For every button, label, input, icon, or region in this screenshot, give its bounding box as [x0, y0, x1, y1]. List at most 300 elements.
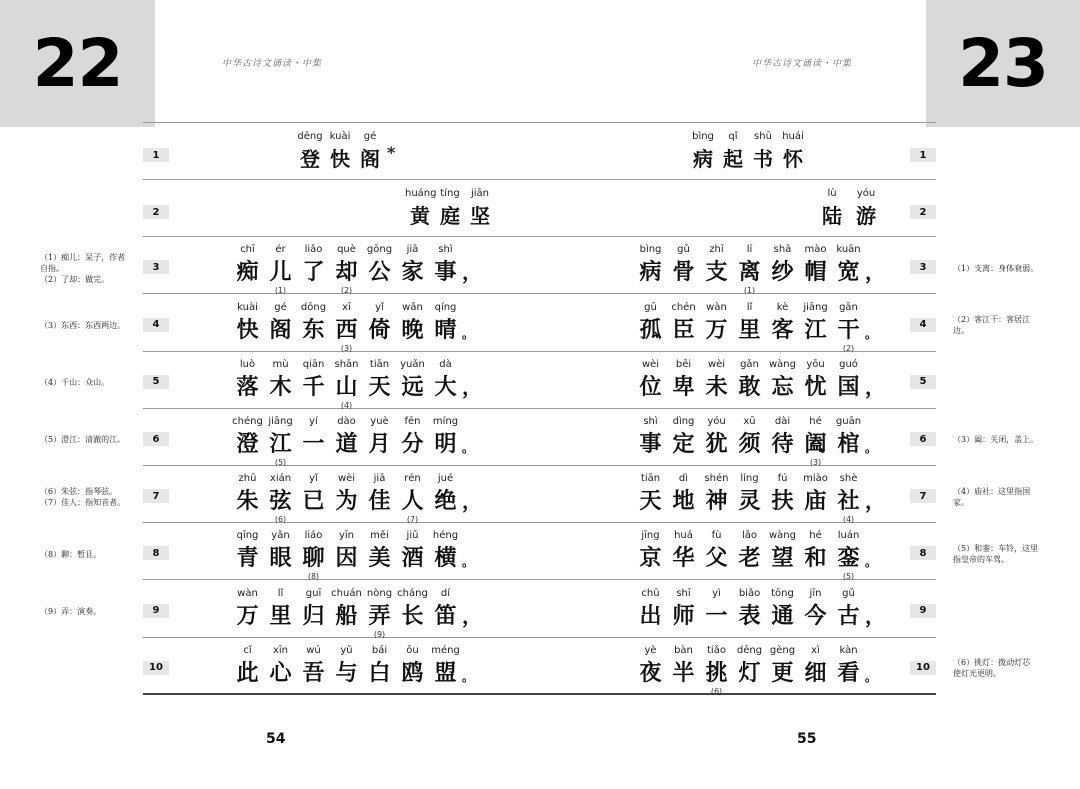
pinyin: mù [272, 358, 289, 370]
hanzi: 已 [302, 488, 325, 515]
hanzi: 人 [401, 488, 424, 515]
hanzi: 书 [753, 147, 773, 171]
row-number-right: 3 [910, 260, 936, 274]
punctuation-mark: ， [865, 374, 885, 399]
hanzi: 鸥 [401, 659, 424, 686]
char-cell [330, 471, 363, 515]
pinyin-spacer [462, 471, 480, 487]
hanzi: 阁 [360, 147, 380, 171]
poem-title-left [295, 129, 395, 173]
footnote-line: （3）东西：东西两边。 [40, 320, 126, 330]
pinyin: cǐ [243, 644, 252, 656]
char-cell [766, 471, 799, 515]
char-cell [799, 357, 832, 401]
pinyin: jiāng [803, 301, 828, 313]
punctuation [462, 471, 480, 515]
hanzi: 更 [771, 659, 794, 686]
pinyin: tiān [640, 473, 661, 485]
hanzi: 庙 [804, 488, 827, 515]
pinyin: nòng [366, 587, 393, 599]
pinyin: jīng [641, 530, 660, 542]
char-cell [264, 586, 297, 630]
hanzi: 青 [236, 545, 259, 572]
char-cell [429, 300, 462, 344]
row-number-right: 7 [910, 489, 936, 503]
char-cell [396, 242, 429, 286]
char-cell [297, 300, 330, 344]
pinyin: xī [342, 301, 351, 313]
punctuation-mark: ， [462, 489, 482, 514]
char-cell [733, 643, 766, 687]
char-cell [799, 414, 832, 467]
char-cell [355, 129, 385, 173]
note-marker: (5) [274, 458, 287, 467]
hanzi: 江 [804, 316, 827, 343]
pinyin: hé [809, 416, 822, 427]
table-row [143, 523, 936, 580]
hanzi: 扶 [771, 488, 794, 515]
punctuation [865, 414, 883, 458]
page-number-left: 54 [266, 731, 286, 747]
char-cell [363, 586, 396, 639]
verse-line-right [634, 242, 885, 296]
pinyin: yǔ [340, 644, 353, 656]
running-head-left: 中华古诗文诵读・中集 [222, 59, 323, 69]
char-cell [815, 186, 849, 230]
hanzi: 怀 [783, 147, 803, 171]
hanzi: 父 [705, 545, 728, 572]
char-cell [849, 186, 883, 230]
char-cell [832, 242, 865, 286]
char-cell [766, 242, 799, 286]
pinyin: shān [334, 358, 359, 370]
hanzi: 公 [368, 259, 391, 286]
char-cell [396, 300, 429, 344]
pinyin: wèi [641, 358, 660, 370]
row-number-right: 10 [910, 661, 936, 675]
verse-line-left [231, 643, 480, 687]
punctuation [462, 242, 480, 286]
char-cell [330, 586, 363, 630]
pinyin: zhū [238, 473, 257, 485]
pinyin: gǔ [677, 244, 690, 256]
footnote-line: （5）和銮：车铃，这里 [953, 544, 1039, 553]
char-cell [799, 242, 832, 286]
pinyin: ér [275, 244, 286, 256]
row-number-left: 9 [143, 604, 169, 618]
row-number-right: 2 [910, 205, 936, 219]
footnote-line: （8）聊：暂且。 [40, 549, 102, 559]
footnote-line: （4）千山：众山。 [40, 377, 110, 387]
hanzi: 倚 [368, 316, 391, 343]
punctuation-mark: 。 [462, 555, 475, 570]
hanzi: 夜 [639, 659, 662, 686]
pinyin: luò [239, 358, 256, 370]
pinyin: wàn [237, 587, 258, 599]
pinyin: chéng [232, 416, 263, 427]
char-cell [832, 471, 865, 525]
hanzi: 道 [335, 431, 358, 457]
hanzi: 挑 [705, 659, 728, 686]
char-cell [700, 414, 733, 458]
verse-line-right [634, 300, 883, 353]
pinyin: luán [837, 530, 860, 542]
char-cell [297, 357, 330, 401]
pinyin-spacer [462, 586, 480, 602]
char-cell [766, 528, 799, 572]
hanzi: 酒 [401, 545, 424, 572]
table-row [143, 237, 936, 294]
hanzi: 痴 [236, 259, 259, 286]
pinyin: tiǎo [707, 644, 726, 656]
pinyin-spacer [865, 643, 883, 659]
row-number-left: 6 [143, 432, 169, 446]
footnote-line: （1）支离：身体衰弱。 [953, 263, 1039, 273]
pinyin: yì [712, 587, 721, 599]
footnote-line: （9）弄：演奏。 [40, 606, 102, 616]
pinyin: yóu [707, 416, 726, 427]
hanzi: 棺 [837, 431, 860, 457]
hanzi: 帽 [804, 259, 827, 286]
hanzi: 社 [837, 488, 860, 515]
footnote-line: 使灯光更明。 [953, 669, 1001, 679]
hanzi: 西 [335, 316, 358, 343]
row-number-right: 4 [910, 318, 936, 332]
pinyin: bái [371, 644, 388, 656]
pinyin: yǐ [375, 301, 384, 313]
char-cell [667, 643, 700, 687]
verse-line-left [231, 414, 480, 467]
note-marker: (5) [842, 572, 855, 582]
pinyin: qīng [236, 530, 259, 542]
char-cell [634, 528, 667, 572]
pinyin: jiā [373, 473, 386, 485]
char-cell [396, 586, 429, 630]
pinyin-spacer [865, 528, 883, 544]
hanzi: 大 [434, 373, 457, 400]
row-number-left: 1 [143, 148, 169, 162]
hanzi: 万 [236, 602, 259, 629]
char-cell [363, 471, 396, 515]
running-head-right: 中华古诗文诵读・中集 [752, 59, 853, 69]
footnote [953, 314, 1053, 336]
row-number-left: 2 [143, 205, 169, 219]
punctuation-mark: 。 [865, 441, 878, 455]
hanzi: 吾 [302, 659, 325, 686]
char-cell [297, 586, 330, 630]
row-number-left: 7 [143, 489, 169, 503]
note-marker: (6) [710, 686, 723, 696]
pinyin: dài [774, 416, 791, 427]
hanzi: 长 [401, 602, 424, 629]
char-cell [363, 242, 396, 286]
hanzi: 归 [302, 602, 325, 629]
char-cell [396, 357, 429, 401]
pinyin: dì [678, 473, 689, 485]
hanzi: 忘 [771, 373, 794, 400]
char-cell [634, 643, 667, 687]
char-cell [264, 414, 297, 467]
char-cell [733, 471, 766, 515]
footnote-line: 指皇帝的车驾。 [953, 555, 1009, 564]
char-cell [264, 242, 297, 296]
pinyin: kuài [237, 301, 258, 313]
hanzi: 里 [269, 602, 292, 629]
pinyin: wàn [706, 301, 727, 313]
hanzi: 庭 [440, 204, 460, 229]
table-row [143, 123, 936, 180]
pinyin: chī [240, 244, 255, 256]
hanzi: 船 [335, 602, 358, 629]
char-cell [667, 242, 700, 286]
pinyin: yí [309, 416, 318, 427]
hanzi: 銮 [837, 545, 860, 572]
hanzi: 木 [269, 373, 292, 400]
hanzi: 盟 [434, 659, 457, 686]
hanzi: 臣 [672, 316, 695, 343]
hanzi: 犹 [705, 431, 728, 457]
footnote-line: （2）客江干：客居江 [953, 315, 1031, 325]
pinyin-spacer [865, 357, 883, 373]
footnote-line: 自指。 [40, 263, 64, 273]
hanzi: 事 [434, 259, 457, 286]
char-cell [297, 471, 330, 515]
table-row [143, 466, 936, 523]
char-cell [297, 242, 330, 286]
char-cell [748, 129, 778, 173]
punctuation [865, 300, 883, 344]
hanzi: 万 [705, 316, 728, 343]
char-cell [667, 414, 700, 458]
pinyin-spacer [865, 300, 883, 316]
pinyin: fēn [404, 416, 421, 427]
hanzi: 灯 [738, 659, 761, 686]
pinyin: tiān [369, 358, 390, 370]
title-asterisk: * [387, 143, 396, 162]
hanzi: 出 [639, 602, 662, 629]
pinyin: shā [773, 244, 792, 256]
char-cell [634, 242, 667, 286]
row-number-left: 5 [143, 375, 169, 389]
char-cell [634, 414, 667, 458]
note-marker: (4) [842, 515, 855, 525]
note-marker: (7) [406, 515, 419, 525]
hanzi: 望 [771, 545, 794, 572]
char-cell [330, 643, 363, 687]
pinyin: mào [804, 244, 827, 256]
pinyin: hé [809, 530, 822, 542]
hanzi: 卑 [672, 373, 695, 400]
pinyin: dēng [736, 644, 763, 656]
verse-line-left [231, 242, 482, 296]
pinyin: qiān [302, 358, 325, 370]
hanzi: 灵 [738, 488, 761, 515]
char-cell [231, 242, 264, 286]
char-cell [297, 414, 330, 458]
table-row [143, 295, 936, 352]
pinyin: lí [746, 244, 753, 256]
hanzi: 落 [236, 373, 259, 400]
pinyin: gǎn [740, 358, 759, 370]
char-cell [429, 242, 462, 286]
hanzi: 客 [771, 316, 794, 343]
note-marker: (4) [340, 400, 353, 410]
pinyin: jiāng [268, 416, 293, 427]
pinyin: jiǔ [406, 530, 419, 542]
hanzi: 东 [302, 316, 325, 343]
pinyin: gèng [769, 644, 796, 656]
punctuation [462, 643, 480, 687]
row-number-left: 10 [143, 661, 169, 675]
punctuation-mark: ， [865, 603, 885, 628]
pinyin: bìng [692, 131, 714, 142]
page-number-right: 55 [797, 731, 817, 747]
pinyin: shī [676, 587, 691, 599]
hanzi: 月 [368, 431, 391, 457]
verse-line-right [634, 357, 883, 401]
char-cell [700, 643, 733, 696]
pinyin: yóu [856, 188, 876, 200]
hanzi: 黄 [410, 204, 430, 229]
pinyin-spacer [462, 643, 480, 659]
pinyin: kuān [836, 244, 861, 256]
char-cell [667, 357, 700, 401]
pinyin-spacer [865, 414, 883, 430]
pinyin: shū [754, 131, 772, 142]
row-number-right: 8 [910, 546, 936, 560]
verse-line-right [634, 643, 883, 696]
char-cell [396, 528, 429, 572]
pinyin: xì [811, 644, 820, 656]
footnote-line: （7）佳人：指知音者。 [40, 497, 126, 507]
char-cell [231, 414, 264, 458]
pinyin: xián [269, 473, 292, 485]
char-cell [429, 471, 462, 515]
hanzi: 细 [804, 659, 827, 686]
hanzi: 千 [302, 373, 325, 400]
pinyin: chū [641, 587, 660, 599]
pinyin: tōng [771, 587, 794, 599]
hanzi: 病 [639, 259, 662, 286]
pinyin: wèi [707, 358, 726, 370]
hanzi: 忧 [804, 373, 827, 400]
pinyin: yīn [338, 530, 355, 542]
hanzi: 此 [236, 659, 259, 686]
char-cell [295, 129, 325, 173]
pinyin: liǎo [304, 244, 323, 256]
hanzi: 须 [738, 431, 761, 457]
hanzi: 天 [368, 373, 391, 400]
char-cell [733, 414, 766, 458]
hanzi: 快 [236, 316, 259, 343]
hanzi: 分 [401, 431, 424, 457]
footnote-line: （6）挑灯：拨动灯芯 [953, 658, 1031, 668]
pinyin: yǐ [309, 473, 318, 485]
hanzi: 家 [401, 259, 424, 286]
char-cell [733, 357, 766, 401]
hanzi: 江 [269, 431, 292, 457]
pinyin: dìng [672, 416, 695, 427]
pinyin: gǔ [842, 587, 855, 599]
footnote [953, 657, 1053, 679]
note-marker: (3) [809, 458, 822, 467]
pinyin: guī [305, 587, 322, 599]
char-cell [634, 357, 667, 401]
hanzi: 眼 [269, 545, 292, 572]
verse-line-right [634, 471, 885, 525]
pinyin: bìng [639, 244, 662, 256]
pinyin: shì [643, 416, 658, 427]
hanzi: 儿 [269, 259, 292, 286]
hanzi: 绝 [434, 488, 457, 515]
hanzi: 事 [639, 431, 662, 457]
pinyin: shì [438, 244, 453, 256]
poem-author-left [405, 186, 495, 230]
char-cell [799, 643, 832, 687]
hanzi: 今 [804, 602, 827, 629]
char-cell [667, 471, 700, 515]
char-cell [667, 300, 700, 344]
hanzi: 因 [335, 545, 358, 572]
chapter-number-left [0, 0, 155, 127]
hanzi: 定 [672, 431, 695, 457]
pinyin: wú [306, 644, 321, 656]
char-cell [718, 129, 748, 173]
pinyin-spacer [462, 242, 480, 258]
punctuation-mark: ， [462, 603, 482, 628]
char-cell [264, 300, 297, 344]
pinyin-spacer [865, 586, 883, 602]
hanzi: 老 [738, 545, 761, 572]
pinyin: líng [740, 473, 759, 485]
punctuation [865, 471, 883, 515]
pinyin: cháng [397, 587, 428, 599]
pinyin: liáo [304, 530, 323, 542]
pinyin: miào [803, 473, 828, 485]
row-number-left: 3 [143, 260, 169, 274]
char-cell [231, 528, 264, 572]
hanzi: 待 [771, 431, 794, 457]
punctuation-mark: ， [462, 260, 482, 285]
hanzi: 国 [837, 373, 860, 400]
char-cell [634, 300, 667, 344]
hanzi: 半 [672, 659, 695, 686]
pinyin: zhī [709, 244, 724, 256]
hanzi: 京 [639, 545, 662, 572]
table-row [143, 409, 936, 466]
char-cell [766, 414, 799, 458]
poem-author-right [815, 186, 883, 230]
char-cell [688, 129, 718, 173]
pinyin: shén [704, 473, 729, 485]
hanzi: 山 [335, 373, 358, 400]
pinyin: dí [440, 587, 451, 599]
hanzi: 澄 [236, 431, 259, 457]
hanzi: 里 [738, 316, 761, 343]
hanzi: 宽 [837, 259, 860, 286]
char-cell [231, 300, 264, 344]
punctuation [462, 357, 480, 401]
hanzi: 师 [672, 602, 695, 629]
pinyin: guó [839, 358, 858, 370]
note-marker: (1) [274, 286, 287, 296]
hanzi: 看 [837, 659, 860, 686]
hanzi: 聊 [302, 545, 325, 572]
pinyin: míng [432, 416, 459, 427]
pinyin: lù [827, 188, 837, 200]
verse-line-right [634, 528, 883, 582]
footnote [40, 486, 140, 508]
